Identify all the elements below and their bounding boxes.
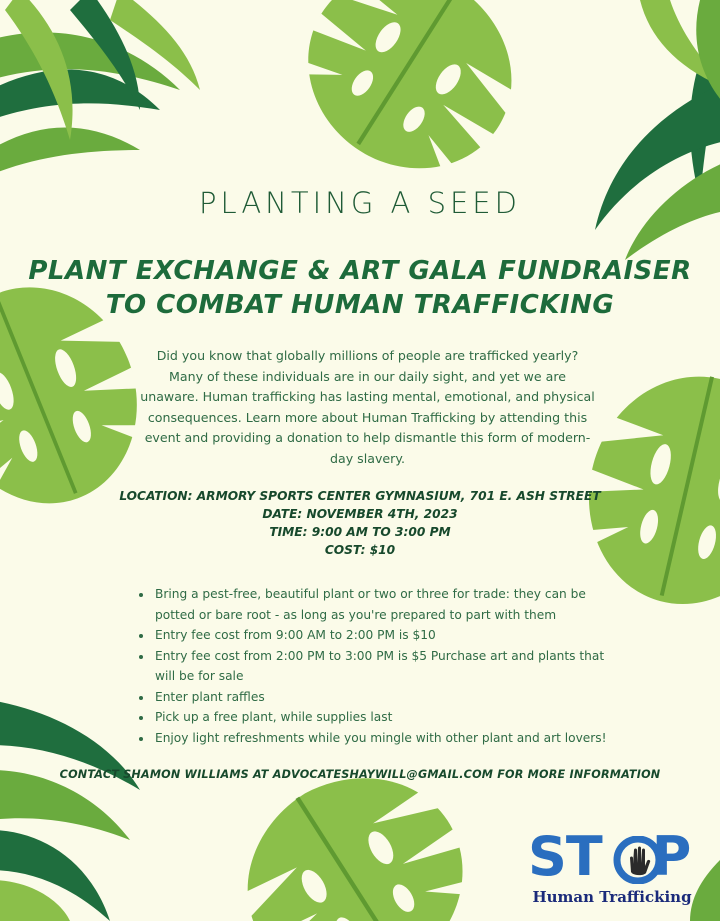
bullet-item: • Enjoy light refreshments while you mingle with other plant and art lovers! xyxy=(153,728,623,749)
logo-word-right: P xyxy=(651,825,691,888)
event-time: TIME: 9:00 AM TO 3:00 PM xyxy=(269,525,451,539)
bullet-item: • Enter plant raffles xyxy=(153,687,623,708)
event-location: LOCATION: ARMORY SPORTS CENTER GYMNASIUM, 701 E. ASH STREET xyxy=(119,489,601,503)
bullet-item: • Entry fee cost from 9:00 AM to 2:00 PM is $10 xyxy=(153,625,623,646)
event-date: DATE: NOVEMBER 4TH, 2023 xyxy=(262,507,458,521)
logo-word xyxy=(528,825,691,888)
event-headline xyxy=(0,254,720,322)
bullet-item: • Bring a pest-free, beautiful plant or two or three for trade: they can be potted or bare root - as long as you're prepared to part with them xyxy=(153,584,623,625)
headline-line-1: PLANT EXCHANGE & ART GALA FUNDRAISER xyxy=(28,256,692,286)
contact-line: CONTACT SHAMON WILLIAMS AT ADVOCATESHAYWILL@GMAIL.COM FOR MORE INFORMATION xyxy=(59,768,661,781)
logo-subtitle: Human Trafficking xyxy=(532,888,692,906)
hand-in-circle-icon xyxy=(613,836,663,884)
intro-paragraph: Did you know that globally millions of people are trafficked yearly? Many of these individuals are in our daily sight, and yet we are unaware. Human trafficking has lasting mental, emotional, and physical consequences. Learn more about Human Trafficking by attending this event and providing a donation to help dismantle this form of modern-day slavery. xyxy=(140,348,595,466)
event-cost: COST: $10 xyxy=(324,543,396,557)
stop-human-trafficking-logo xyxy=(522,825,702,914)
bullet-item: • Entry fee cost from 2:00 PM to 3:00 PM is $5 Purchase art and plants that will be for sale xyxy=(153,646,623,687)
logo-word-left: ST xyxy=(528,825,602,888)
bullet-item: • Pick up a free plant, while supplies last xyxy=(153,707,623,728)
event-bullet-list xyxy=(136,584,623,748)
headline-line-2: TO COMBAT HUMAN TRAFFICKING xyxy=(105,290,615,320)
event-details xyxy=(0,487,720,559)
event-kicker: PLANTING A SEED xyxy=(199,186,521,220)
